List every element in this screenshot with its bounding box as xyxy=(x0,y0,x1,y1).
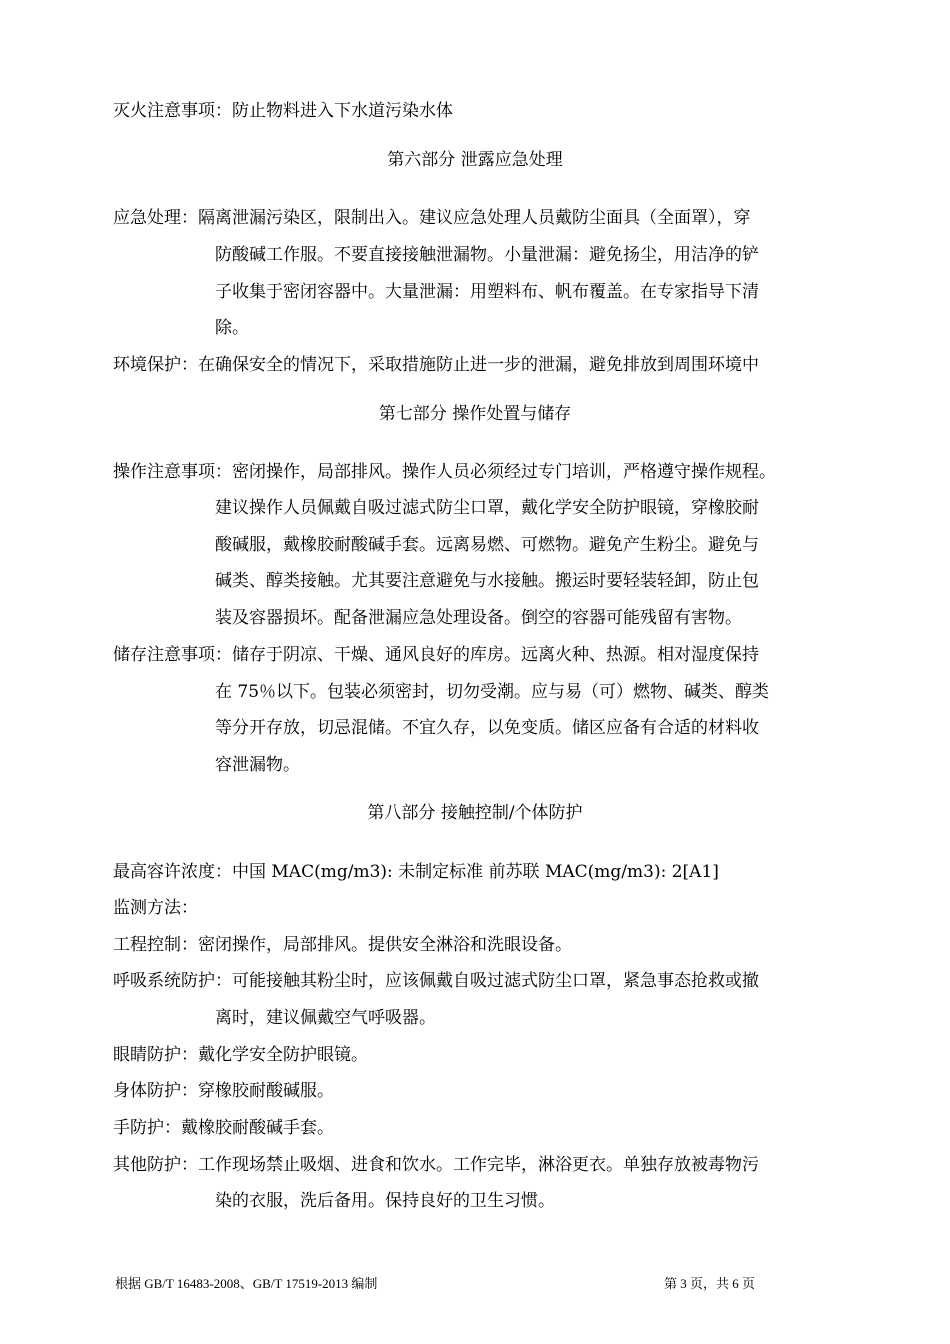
monitoring-method: 监测方法： xyxy=(113,898,198,918)
handling-line-5: 装及容器损坏。配备泄漏应急处理设备。倒空的容器可能残留有害物。 xyxy=(215,608,742,628)
emergency-line-3: 子收集于密闭容器中。大量泄漏：用塑料布、帆布覆盖。在专家指导下清 xyxy=(215,282,759,302)
handling-line-4: 碱类、醇类接触。尤其要注意避免与水接触。搬运时要轻装轻卸，防止包 xyxy=(215,571,759,591)
eye-protection: 眼睛防护：戴化学安全防护眼镜。 xyxy=(113,1045,368,1065)
storage-line-1: 储存注意事项：储存于阴凉、干燥、通风良好的库房。远离火种、热源。相对湿度保持 xyxy=(113,645,759,665)
respiratory-protection-line-1: 呼吸系统防护：可能接触其粉尘时，应该佩戴自吸过滤式防尘口罩，紧急事态抢救或撤 xyxy=(113,971,759,991)
other-protection-line-1: 其他防护：工作现场禁止吸烟、进食和饮水。工作完毕，淋浴更衣。单独存放被毒物污 xyxy=(113,1155,759,1175)
section7-heading: 第七部分 操作处置与储存 xyxy=(378,404,572,424)
section6-heading: 第六部分 泄露应急处理 xyxy=(387,150,563,170)
section8-heading: 第八部分 接触控制/个体防护 xyxy=(367,803,583,823)
handling-line-3: 酸碱服，戴橡胶耐酸碱手套。远离易燃、可燃物。避免产生粉尘。避免与 xyxy=(215,535,759,555)
footer-page-number: 第 3 页，共 6 页 xyxy=(664,1276,756,1291)
hand-protection: 手防护：戴橡胶耐酸碱手套。 xyxy=(113,1118,334,1138)
footer-source: 根据 GB/T 16483-2008、GB/T 17519-2013 编制 xyxy=(115,1276,378,1291)
handling-line-2: 建议操作人员佩戴自吸过滤式防尘口罩，戴化学安全防护眼镜，穿橡胶耐 xyxy=(215,498,759,518)
respiratory-protection-line-2: 离时，建议佩戴空气呼吸器。 xyxy=(215,1008,436,1028)
max-allowable-concentration: 最高容许浓度：中国 MAC(mg/m3): 未制定标准 前苏联 MAC(mg/m3): 2[A1] xyxy=(113,862,719,882)
body-protection: 身体防护：穿橡胶耐酸碱服。 xyxy=(113,1081,334,1101)
other-protection-line-2: 染的衣服，洗后备用。保持良好的卫生习惯。 xyxy=(215,1191,555,1211)
emergency-line-1: 应急处理：隔离泄漏污染区，限制出入。建议应急处理人员戴防尘面具（全面罩），穿 xyxy=(113,208,751,228)
storage-line-4: 容泄漏物。 xyxy=(215,755,300,775)
handling-line-1: 操作注意事项：密闭操作，局部排风。操作人员必须经过专门培训，严格遵守操作规程。 xyxy=(113,462,776,482)
emergency-line-2: 防酸碱工作服。不要直接接触泄漏物。小量泄漏：避免扬尘，用洁净的铲 xyxy=(215,245,759,265)
storage-line-3: 等分开存放，切忌混储。不宜久存，以免变质。储区应备有合适的材料收 xyxy=(215,718,759,738)
environment-protection: 环境保护：在确保安全的情况下，采取措施防止进一步的泄漏，避免排放到周围环境中 xyxy=(113,355,759,375)
storage-line-2: 在 75％以下。包装必须密封，切勿受潮。应与易（可）燃物、碱类、醇类 xyxy=(215,682,770,702)
emergency-line-4: 除。 xyxy=(215,318,249,338)
engineering-control: 工程控制：密闭操作，局部排风。提供安全淋浴和洗眼设备。 xyxy=(113,935,572,955)
firefighting-note: 灭火注意事项：防止物料进入下水道污染水体 xyxy=(113,101,453,121)
